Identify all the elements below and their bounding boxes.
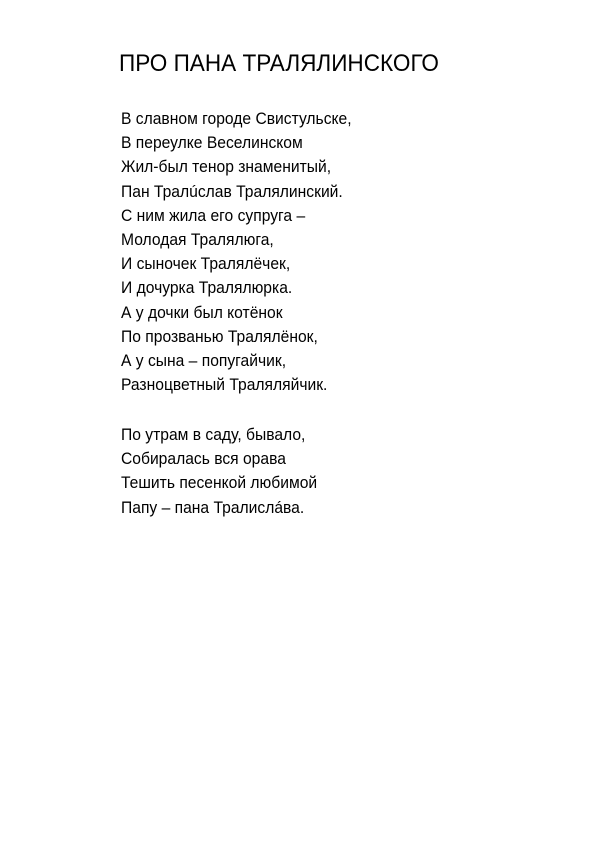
poem-line: Тешить песенкой любимой (121, 473, 318, 493)
poem-line: В славном городе Свистульске, (121, 109, 352, 128)
poem-line: Папу – пана Тралислáва. (121, 497, 305, 517)
poem-line: Молодая Тралялюга, (121, 230, 274, 250)
poem-line: В переулке Веселинском (121, 133, 303, 153)
poem-line: По прозванью Тралялёнок, (121, 326, 318, 346)
stanza-2 (121, 423, 334, 520)
poem-line: По утрам в саду, бывало, (121, 425, 306, 444)
poem-line: С ним жила его супруга – (121, 205, 306, 225)
poem-line: И сыночек Тралялёчек, (121, 254, 291, 274)
poem-line: А у сына – попугайчик, (121, 351, 287, 371)
poem-line: Собиралась вся орава (121, 449, 286, 469)
poem-line: А у дочки был котёнок (121, 302, 283, 322)
poem-title: ПРО ПАНА ТРАЛЯЛИНСКОГО (119, 50, 439, 77)
poem-line: Жил-был тенор знаменитый, (121, 157, 332, 177)
stanza-1 (121, 107, 372, 397)
poem-line: Разноцветный Траляляйчик. (121, 375, 328, 395)
poem-line: Пан Тралúслав Тралялинский. (121, 181, 343, 201)
poem-line: И дочурка Тралялюрка. (121, 278, 293, 298)
